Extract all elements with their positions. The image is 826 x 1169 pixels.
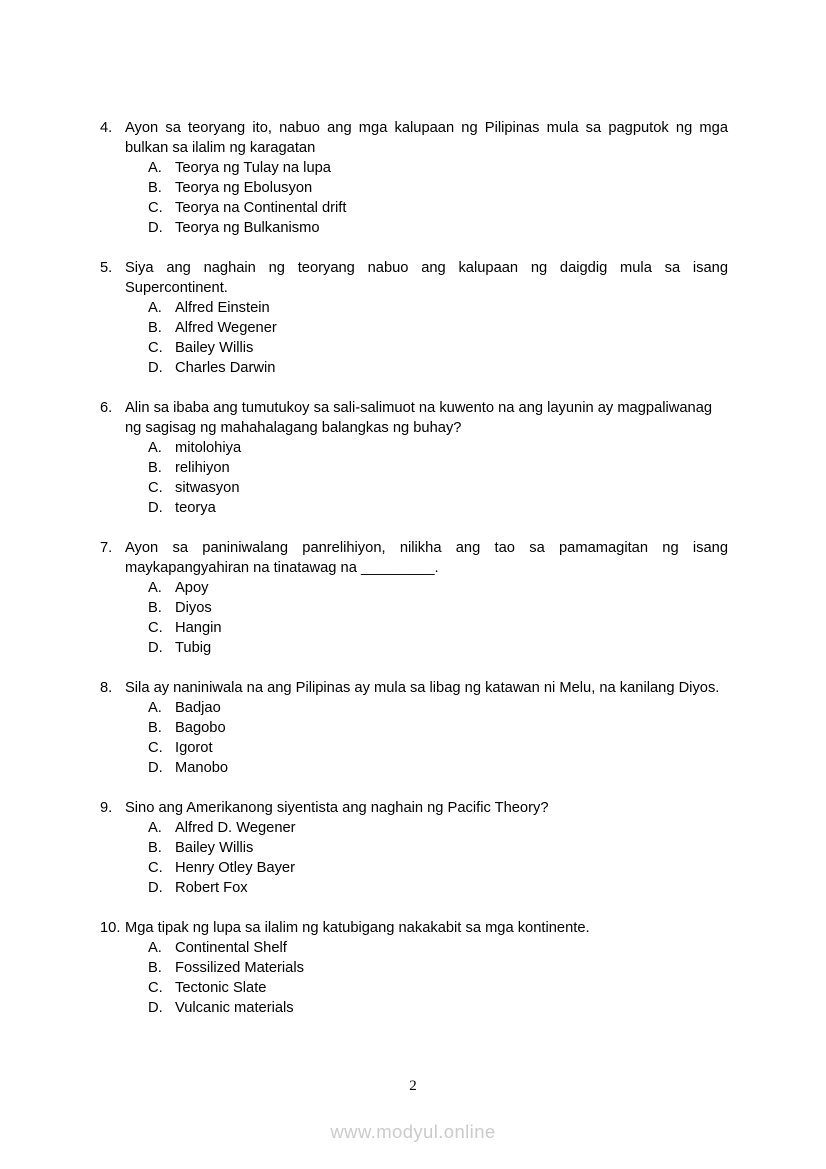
question-7: [100, 538, 728, 658]
questions-list: [100, 118, 728, 1038]
option-letter: A.: [148, 820, 162, 836]
question-head: [100, 918, 728, 938]
option-text: Vulcanic materials: [175, 1000, 294, 1016]
option-letter: A.: [148, 580, 162, 596]
question-number: 10.: [100, 920, 121, 936]
option-text: Hangin: [175, 620, 222, 636]
question-number: 9.: [100, 800, 113, 816]
question-number: 7.: [100, 540, 113, 556]
option-letter: D.: [148, 880, 163, 896]
option-text: Tectonic Slate: [175, 980, 267, 996]
option-text: Alfred Einstein: [175, 300, 270, 316]
question-head: [100, 258, 728, 298]
question-9: [100, 798, 728, 898]
option-d: [148, 758, 728, 778]
option-text: Teorya ng Bulkanismo: [175, 220, 320, 236]
question-stem: Sila ay naniniwala na ang Pilipinas ay mula sa libag ng katawan ni Melu, na kanilang Diyos.: [125, 680, 720, 696]
options-list: [100, 438, 728, 518]
option-c: [148, 198, 728, 218]
option-text: Bagobo: [175, 720, 226, 736]
question-stem: Alin sa ibaba ang tumutukoy sa sali-salimuot na kuwento na ang layunin ay magpaliwanag ng sagisag ng mahahalagang balangkas ng buhay?: [125, 400, 713, 436]
option-c: [148, 738, 728, 758]
option-text: Henry Otley Bayer: [175, 860, 295, 876]
option-text: Teorya ng Ebolusyon: [175, 180, 313, 196]
option-c: [148, 618, 728, 638]
option-text: teorya: [175, 500, 216, 516]
option-letter: D.: [148, 760, 163, 776]
option-c: [148, 978, 728, 998]
option-letter: B.: [148, 720, 162, 736]
option-text: Alfred Wegener: [175, 320, 277, 336]
option-d: [148, 638, 728, 658]
option-a: [148, 818, 728, 838]
question-10: [100, 918, 728, 1018]
option-text: Bailey Willis: [175, 340, 254, 356]
option-letter: C.: [148, 740, 163, 756]
option-c: [148, 858, 728, 878]
question-head: [100, 538, 728, 578]
option-text: mitolohiya: [175, 440, 242, 456]
option-text: Fossilized Materials: [175, 960, 304, 976]
option-text: Charles Darwin: [175, 360, 276, 376]
question-number: 5.: [100, 260, 113, 276]
option-d: [148, 498, 728, 518]
option-letter: C.: [148, 480, 163, 496]
option-a: [148, 938, 728, 958]
options-list: [100, 578, 728, 658]
option-b: [148, 178, 728, 198]
option-text: Diyos: [175, 600, 212, 616]
options-list: [100, 158, 728, 238]
option-letter: A.: [148, 300, 162, 316]
option-b: [148, 458, 728, 478]
question-5: [100, 258, 728, 378]
question-8: [100, 678, 728, 778]
option-text: Apoy: [175, 580, 209, 596]
question-stem: Ayon sa paniniwalang panrelihiyon, nilikha ang tao sa pamamagitan ng isang maykapangyahiran na tinatawag na _________.: [125, 540, 728, 576]
option-text: Alfred D. Wegener: [175, 820, 296, 836]
option-a: [148, 698, 728, 718]
question-stem: Siya ang naghain ng teoryang nabuo ang kalupaan ng daigdig mula sa isang Supercontinent.: [125, 260, 728, 296]
option-letter: D.: [148, 220, 163, 236]
option-d: [148, 358, 728, 378]
option-letter: B.: [148, 840, 162, 856]
option-letter: B.: [148, 180, 162, 196]
option-letter: B.: [148, 600, 162, 616]
watermark-text: www.modyul.online: [330, 1121, 496, 1142]
option-text: Manobo: [175, 760, 229, 776]
option-a: [148, 158, 728, 178]
option-letter: A.: [148, 700, 162, 716]
option-b: [148, 318, 728, 338]
question-number: 6.: [100, 400, 113, 416]
option-letter: C.: [148, 980, 163, 996]
option-d: [148, 218, 728, 238]
option-text: Igorot: [175, 740, 213, 756]
option-letter: D.: [148, 1000, 163, 1016]
option-c: [148, 478, 728, 498]
option-letter: D.: [148, 500, 163, 516]
options-list: [100, 698, 728, 778]
option-d: [148, 998, 728, 1018]
question-head: [100, 398, 728, 438]
option-letter: B.: [148, 960, 162, 976]
option-text: Teorya na Continental drift: [175, 200, 347, 216]
options-list: [100, 818, 728, 898]
option-letter: A.: [148, 940, 162, 956]
option-b: [148, 718, 728, 738]
option-b: [148, 598, 728, 618]
question-head: [100, 798, 728, 818]
option-letter: A.: [148, 160, 162, 176]
option-text: Continental Shelf: [175, 940, 287, 956]
option-letter: C.: [148, 340, 163, 356]
question-4: [100, 118, 728, 238]
options-list: [100, 298, 728, 378]
page-number: 2: [409, 1078, 417, 1094]
question-head: [100, 678, 728, 698]
option-text: Bailey Willis: [175, 840, 254, 856]
option-letter: B.: [148, 320, 162, 336]
question-stem: Mga tipak ng lupa sa ilalim ng katubigang nakakabit sa mga kontinente.: [125, 920, 590, 936]
option-text: Tubig: [175, 640, 212, 656]
option-letter: C.: [148, 620, 163, 636]
option-letter: D.: [148, 640, 163, 656]
option-text: relihiyon: [175, 460, 230, 476]
option-d: [148, 878, 728, 898]
option-b: [148, 838, 728, 858]
option-text: Teorya ng Tulay na lupa: [175, 160, 331, 176]
options-list: [100, 938, 728, 1018]
option-text: Badjao: [175, 700, 221, 716]
option-b: [148, 958, 728, 978]
option-a: [148, 578, 728, 598]
option-c: [148, 338, 728, 358]
question-number: 4.: [100, 120, 113, 136]
option-text: sitwasyon: [175, 480, 240, 496]
option-letter: D.: [148, 360, 163, 376]
option-text: Robert Fox: [175, 880, 248, 896]
question-6: [100, 398, 728, 518]
question-stem: Sino ang Amerikanong siyentista ang naghain ng Pacific Theory?: [125, 800, 549, 816]
question-number: 8.: [100, 680, 113, 696]
question-head: [100, 118, 728, 158]
option-letter: A.: [148, 440, 162, 456]
option-letter: C.: [148, 200, 163, 216]
option-letter: B.: [148, 460, 162, 476]
option-a: [148, 438, 728, 458]
option-letter: C.: [148, 860, 163, 876]
question-stem: Ayon sa teoryang ito, nabuo ang mga kalupaan ng Pilipinas mula sa pagputok ng mga bulkan sa ilalim ng karagatan: [125, 120, 728, 156]
option-a: [148, 298, 728, 318]
